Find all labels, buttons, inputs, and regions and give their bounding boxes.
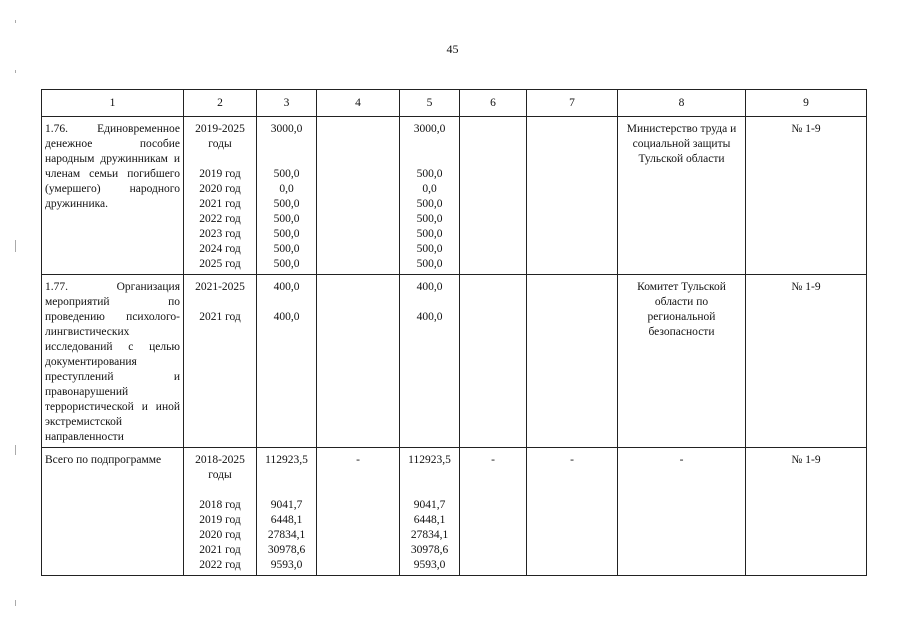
col6-cell <box>460 275 527 448</box>
col4-value <box>317 117 399 124</box>
amount-value: 500,0 <box>273 228 300 240</box>
total-list <box>257 275 316 327</box>
col5-list <box>400 117 459 274</box>
amount-value: 500,0 <box>416 258 443 270</box>
col7-cell <box>527 275 618 448</box>
col4-value <box>317 275 399 282</box>
total-list <box>257 117 316 274</box>
amount-value: 500,0 <box>273 243 300 255</box>
period-value: 2019-2025 <box>195 123 245 135</box>
amount-value <box>403 137 456 152</box>
indicator: № 1-9 <box>791 123 821 135</box>
col6-cell <box>460 448 527 576</box>
amount-value: 500,0 <box>273 198 300 210</box>
col6-value <box>460 117 526 124</box>
col5-list <box>400 275 459 327</box>
period-value <box>187 152 253 167</box>
amount-value: 500,0 <box>273 168 300 180</box>
executor: - <box>679 454 684 466</box>
amount-value: 9593,0 <box>413 559 446 571</box>
col7-cell <box>527 448 618 576</box>
activity-name-cell <box>42 448 184 576</box>
amount-value: 6448,1 <box>413 514 446 526</box>
amount-value <box>260 483 313 498</box>
amount-value: 9041,7 <box>413 499 446 511</box>
col5-list <box>400 448 459 575</box>
indicator-cell <box>746 448 867 576</box>
col7-value: - <box>570 454 574 466</box>
period-value: 2022 год <box>199 559 241 571</box>
col5-cell <box>400 117 460 275</box>
scan-edge-mark <box>15 70 16 73</box>
col4-cell <box>317 117 400 275</box>
col5-cell <box>400 448 460 576</box>
amount-value: 30978,6 <box>267 544 306 556</box>
amount-value: 400,0 <box>416 281 443 293</box>
period-cell <box>184 448 257 576</box>
table-row <box>42 117 867 275</box>
period-value: 2022 год <box>199 213 241 225</box>
executor-cell <box>618 117 746 275</box>
period-value: 2018 год <box>199 499 241 511</box>
col4-cell <box>317 448 400 576</box>
scan-edge-mark <box>15 600 16 606</box>
amount-value <box>403 468 456 483</box>
column-header: 7 <box>527 90 618 117</box>
amount-value: 112923,5 <box>408 454 451 466</box>
col4-value: - <box>356 454 360 466</box>
amount-value <box>260 152 313 167</box>
amount-value: 27834,1 <box>410 529 449 541</box>
amount-value: 400,0 <box>273 281 300 293</box>
amount-value: 500,0 <box>273 213 300 225</box>
column-header: 6 <box>460 90 527 117</box>
column-header: 1 <box>42 90 184 117</box>
period-value <box>187 483 253 498</box>
activity-name: 1.77. Организация мероприятий по проведению психолого-лингвистических исследований с целью документирования преступлений и правонарушений террористической и иной экстремистской направленности <box>45 281 180 443</box>
scan-edge-mark <box>15 445 16 455</box>
total-cell <box>257 448 317 576</box>
executor: Министерство труда и социальной защиты Тульской области <box>626 123 737 165</box>
amount-value: 30978,6 <box>410 544 449 556</box>
col6-value: - <box>491 454 495 466</box>
period-value: 2019 год <box>199 168 241 180</box>
col7-cell <box>527 117 618 275</box>
column-header: 5 <box>400 90 460 117</box>
amount-value <box>260 295 313 310</box>
col5-cell <box>400 275 460 448</box>
scan-edge-mark <box>15 20 16 23</box>
activity-name: 1.76. Единовременное денежное пособие народным дружинникам и членам семьи погибшего (умершего) народного дружинника. <box>45 123 180 210</box>
amount-value <box>260 137 313 152</box>
amount-value <box>403 483 456 498</box>
activity-name-cell <box>42 275 184 448</box>
col6-value <box>460 275 526 282</box>
column-header: 2 <box>184 90 257 117</box>
col4-cell <box>317 275 400 448</box>
indicator: № 1-9 <box>791 281 821 293</box>
table-row <box>42 448 867 576</box>
col7-value <box>527 275 617 282</box>
period-value: 2021-2025 <box>195 281 245 293</box>
indicator-cell <box>746 275 867 448</box>
executor-cell <box>618 275 746 448</box>
column-header: 3 <box>257 90 317 117</box>
period-cell <box>184 117 257 275</box>
period-value: 2024 год <box>199 243 241 255</box>
amount-value: 9593,0 <box>270 559 303 571</box>
amount-value: 9041,7 <box>270 499 303 511</box>
col7-value <box>527 117 617 124</box>
period-value: годы <box>208 469 232 481</box>
activity-name: Всего по подпрограмме <box>45 454 162 466</box>
amount-value: 3000,0 <box>413 123 446 135</box>
header-row <box>42 90 867 117</box>
page-number: 45 <box>446 42 459 56</box>
indicator-cell <box>746 117 867 275</box>
col6-cell <box>460 117 527 275</box>
amount-value: 500,0 <box>416 243 443 255</box>
period-value: 2020 год <box>199 529 241 541</box>
period-value: 2021 год <box>199 544 241 556</box>
amount-value: 400,0 <box>416 311 443 323</box>
period-value: 2021 год <box>199 198 241 210</box>
amount-value: 500,0 <box>273 258 300 270</box>
amount-value: 500,0 <box>416 228 443 240</box>
amount-value: 500,0 <box>416 213 443 225</box>
amount-value: 27834,1 <box>267 529 306 541</box>
scan-edge-mark <box>15 240 16 252</box>
amount-value: 112923,5 <box>265 454 308 466</box>
program-table <box>41 89 867 576</box>
executor-cell <box>618 448 746 576</box>
column-header: 4 <box>317 90 400 117</box>
period-value: 2021 год <box>199 311 241 323</box>
amount-value <box>403 152 456 167</box>
indicator: № 1-9 <box>791 454 821 466</box>
amount-value <box>260 468 313 483</box>
amount-value: 0,0 <box>422 183 437 195</box>
period-cell <box>184 275 257 448</box>
period-value <box>187 295 253 310</box>
amount-value: 0,0 <box>279 183 294 195</box>
amount-value: 6448,1 <box>270 514 303 526</box>
total-cell <box>257 117 317 275</box>
period-value: 2020 год <box>199 183 241 195</box>
amount-value: 400,0 <box>273 311 300 323</box>
table-row <box>42 275 867 448</box>
period-value: 2018-2025 <box>195 454 245 466</box>
period-value: 2025 год <box>199 258 241 270</box>
period-list <box>184 275 256 327</box>
executor: Комитет Тульской области по региональной безопасности <box>637 281 726 338</box>
period-list <box>184 448 256 575</box>
amount-value: 500,0 <box>416 198 443 210</box>
total-cell <box>257 275 317 448</box>
amount-value <box>403 295 456 310</box>
activity-name-cell <box>42 117 184 275</box>
period-value: 2023 год <box>199 228 241 240</box>
column-header: 9 <box>746 90 867 117</box>
amount-value: 3000,0 <box>270 123 303 135</box>
total-list <box>257 448 316 575</box>
amount-value: 500,0 <box>416 168 443 180</box>
period-list <box>184 117 256 274</box>
period-value: годы <box>208 138 232 150</box>
column-header: 8 <box>618 90 746 117</box>
period-value: 2019 год <box>199 514 241 526</box>
